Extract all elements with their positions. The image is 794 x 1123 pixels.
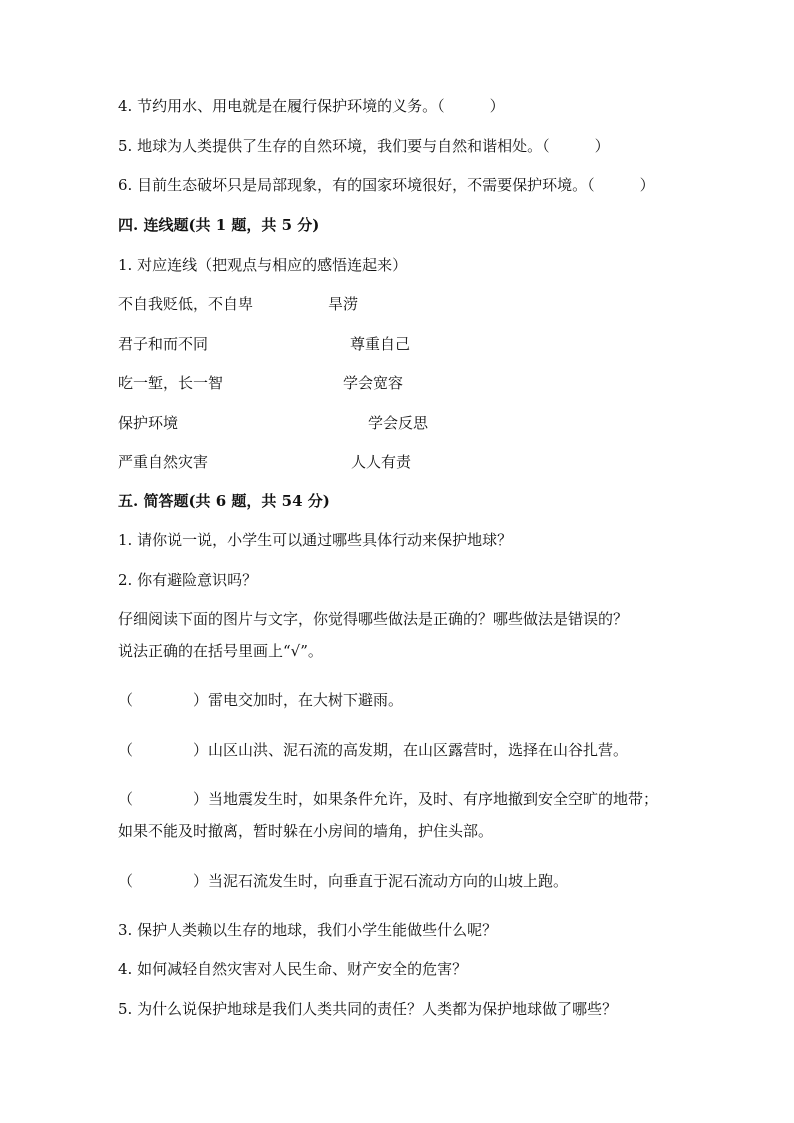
short-answer-question-5: 5. 为什么说保护地球是我们人类共同的责任？人类都为保护地球做了哪些？	[118, 1000, 618, 1018]
safety-item-3: （ ）当地震发生时，如果条件允许，及时、有序地撤到安全空旷的地带；	[118, 790, 659, 808]
judgment-question-4: 4. 节约用水、用电就是在履行保护环境的义务。（ ）	[118, 97, 505, 115]
matching-left-4: 保护环境	[118, 414, 179, 432]
matching-right-2: 尊重自己	[350, 335, 411, 353]
matching-right-1: 旱涝	[328, 295, 359, 313]
instruction-line-2: 说法正确的在括号里画上“√”。	[118, 642, 323, 660]
matching-left-2: 君子和而不同	[118, 335, 209, 353]
safety-item-1: （ ）雷电交加时，在大树下避雨。	[118, 691, 404, 709]
matching-question-1: 1. 对应连线（把观点与相应的感悟连起来）	[118, 256, 408, 274]
matching-right-3: 学会宽容	[343, 374, 404, 392]
section-5-heading: 五. 简答题(共 6 题，共 54 分)	[118, 492, 330, 510]
matching-right-5: 人人有责	[351, 453, 412, 471]
judgment-question-6: 6. 目前生态破坏只是局部现象，有的国家环境很好，不需要保护环境。（ ）	[118, 176, 655, 194]
matching-right-4: 学会反思	[368, 414, 429, 432]
short-answer-question-4: 4. 如何减轻自然灾害对人民生命、财产安全的危害？	[118, 960, 468, 978]
judgment-question-5: 5. 地球为人类提供了生存的自然环境，我们要与自然和谐相处。（ ）	[118, 137, 610, 155]
section-4-heading: 四. 连线题(共 1 题，共 5 分)	[118, 216, 320, 234]
short-answer-question-2: 2. 你有避险意识吗？	[118, 571, 258, 589]
matching-left-5: 严重自然灾害	[118, 453, 209, 471]
instruction-line-1: 仔细阅读下面的图片与文字，你觉得哪些做法是正确的？哪些做法是错误的？	[118, 610, 629, 628]
safety-item-3-continued: 如果不能及时撤离，暂时躲在小房间的墙角，护住头部。	[118, 822, 494, 840]
short-answer-question-3: 3. 保护人类赖以生存的地球，我们小学生能做些什么呢？	[118, 921, 498, 939]
matching-left-1: 不自我贬低，不自卑	[118, 295, 254, 313]
safety-item-4: （ ）当泥石流发生时，向垂直于泥石流动方向的山坡上跑。	[118, 872, 569, 890]
matching-left-3: 吃一堑，长一智	[118, 374, 224, 392]
short-answer-question-1: 1. 请你说一说，小学生可以通过哪些具体行动来保护地球？	[118, 531, 513, 549]
safety-item-2: （ ）山区山洪、泥石流的高发期，在山区露营时，选择在山谷扎营。	[118, 741, 629, 759]
